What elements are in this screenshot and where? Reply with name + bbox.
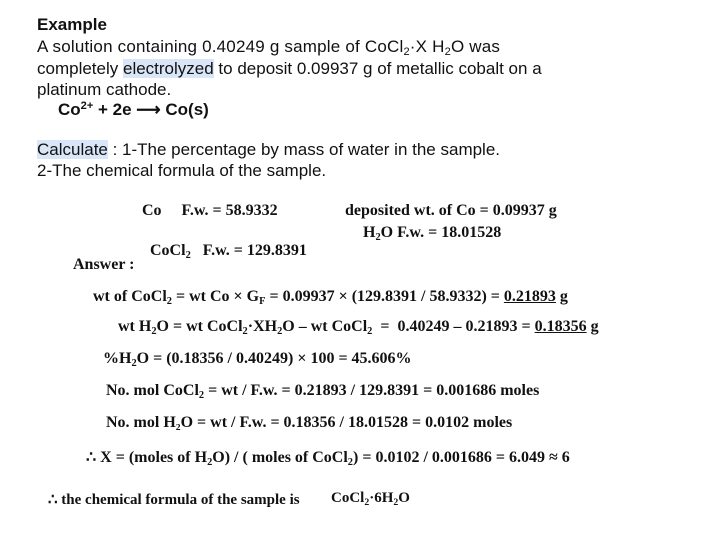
answer-line-4 bbox=[106, 382, 539, 400]
a2-c: ·XH bbox=[247, 318, 278, 335]
a4-a: No. mol CoCl bbox=[106, 382, 199, 399]
problem-line-1 bbox=[37, 37, 500, 57]
problem-line-1-b: ·X H bbox=[409, 37, 445, 56]
a2-a: wt H bbox=[118, 318, 152, 335]
a3-a: %H bbox=[103, 350, 132, 367]
eq-charge: 2+ bbox=[80, 100, 94, 112]
sub-2: 2 bbox=[403, 46, 410, 58]
answer-line-2 bbox=[118, 318, 599, 336]
calculate-line-2: 2-The chemical formula of the sample. bbox=[37, 161, 327, 180]
given-cocl2 bbox=[142, 224, 307, 260]
sub-f: F bbox=[259, 296, 266, 307]
sub-2: 2 bbox=[367, 326, 373, 337]
a1-c: = 0.09937 × (129.8391 / 58.9332) = bbox=[265, 288, 504, 305]
eq-rest: + 2e ⟶ Co(s) bbox=[93, 100, 209, 119]
answer-line-5: No. mol H₂O = wt / F.w. = 0.18356 / 18.01528 = 0.0102 moles bbox=[106, 414, 513, 431]
calculate-line-1 bbox=[37, 140, 500, 160]
a6-a: ∴ X = (moles of H bbox=[86, 449, 208, 466]
problem-line-2 bbox=[37, 59, 542, 79]
a6-c: ) = 0.0102 / 0.001686 = 6.049 ≈ 6 bbox=[353, 449, 570, 466]
sub-2: 2 bbox=[444, 46, 451, 58]
sub-2: 2 bbox=[198, 390, 205, 401]
final-d: O bbox=[398, 490, 410, 506]
sub-2: 2 bbox=[393, 497, 399, 508]
problem-line-2-a: completely bbox=[37, 59, 123, 78]
a1-b: = wt Co × G bbox=[171, 288, 260, 305]
highlighted-word-calculate: Calculate bbox=[37, 140, 108, 159]
problem-line-3: platinum cathode. bbox=[37, 80, 172, 99]
final-a: ∴ the chemical formula of the sample is bbox=[48, 492, 300, 508]
final-statement bbox=[48, 490, 300, 509]
a4-b: = wt / F.w. = 0.21893 / 129.8391 = 0.001686 moles bbox=[204, 382, 540, 399]
answer-line-1 bbox=[93, 288, 568, 306]
final-b: CoCl bbox=[331, 490, 365, 506]
given-h2o-a: H bbox=[363, 224, 376, 241]
a1-result: 0.21893 bbox=[503, 288, 556, 305]
a2-result: 0.18356 bbox=[534, 318, 587, 335]
sub-2: 2 bbox=[242, 326, 248, 337]
eq-co: Co bbox=[58, 100, 81, 119]
a1-d: g bbox=[555, 288, 568, 305]
final-c: ·6H bbox=[369, 490, 394, 506]
a2-d: O – wt CoCl bbox=[282, 318, 368, 335]
sub-2: 2 bbox=[375, 232, 381, 243]
given-h2o bbox=[363, 224, 501, 242]
sub-2: 2 bbox=[347, 457, 353, 468]
given-co: Co F.w. = 58.9332 bbox=[142, 202, 278, 219]
a2-f: g bbox=[586, 318, 599, 335]
problem-line-1-a: A solution containing 0.40249 g sample of CoCl bbox=[37, 37, 404, 56]
problem-line-1-c: O was bbox=[450, 37, 501, 56]
reaction-equation bbox=[58, 100, 209, 120]
a2-b: O = wt CoCl bbox=[156, 318, 243, 335]
calculate-rest: : 1-The percentage by mass of water in the sample. bbox=[107, 140, 501, 159]
a3-b: O = (0.18356 / 0.40249) × 100 = 45.606% bbox=[136, 350, 412, 367]
sub-2: 2 bbox=[207, 457, 213, 468]
given-cocl2-b: F.w. = 129.8391 bbox=[190, 242, 307, 259]
given-cocl2-a: CoCl bbox=[150, 242, 186, 259]
given-deposited: deposited wt. of Co = 0.09937 g bbox=[345, 202, 557, 219]
highlighted-word-electrolyzed: electrolyzed bbox=[122, 59, 214, 78]
sub-2: 2 bbox=[277, 326, 283, 337]
given-h2o-b: O F.w. = 18.01528 bbox=[380, 224, 502, 241]
sub-2: 2 bbox=[185, 250, 191, 261]
sub-2: 2 bbox=[151, 326, 157, 337]
answer-line-3 bbox=[103, 350, 412, 368]
problem-line-2-b: to deposit 0.09937 g of metallic cobalt on a bbox=[213, 59, 542, 78]
answer-line-6 bbox=[86, 447, 570, 467]
a2-e: = 0.40249 – 0.21893 = bbox=[372, 318, 535, 335]
example-heading: Example bbox=[37, 15, 107, 34]
sub-2: 2 bbox=[364, 497, 370, 508]
answer-label: Answer : bbox=[73, 256, 135, 273]
a6-b: O) / ( moles of CoCl bbox=[212, 449, 348, 466]
sub-2: 2 bbox=[131, 358, 137, 369]
final-formula bbox=[331, 490, 410, 507]
sub-2: 2 bbox=[166, 296, 172, 307]
a1-a: wt of CoCl bbox=[93, 288, 167, 305]
